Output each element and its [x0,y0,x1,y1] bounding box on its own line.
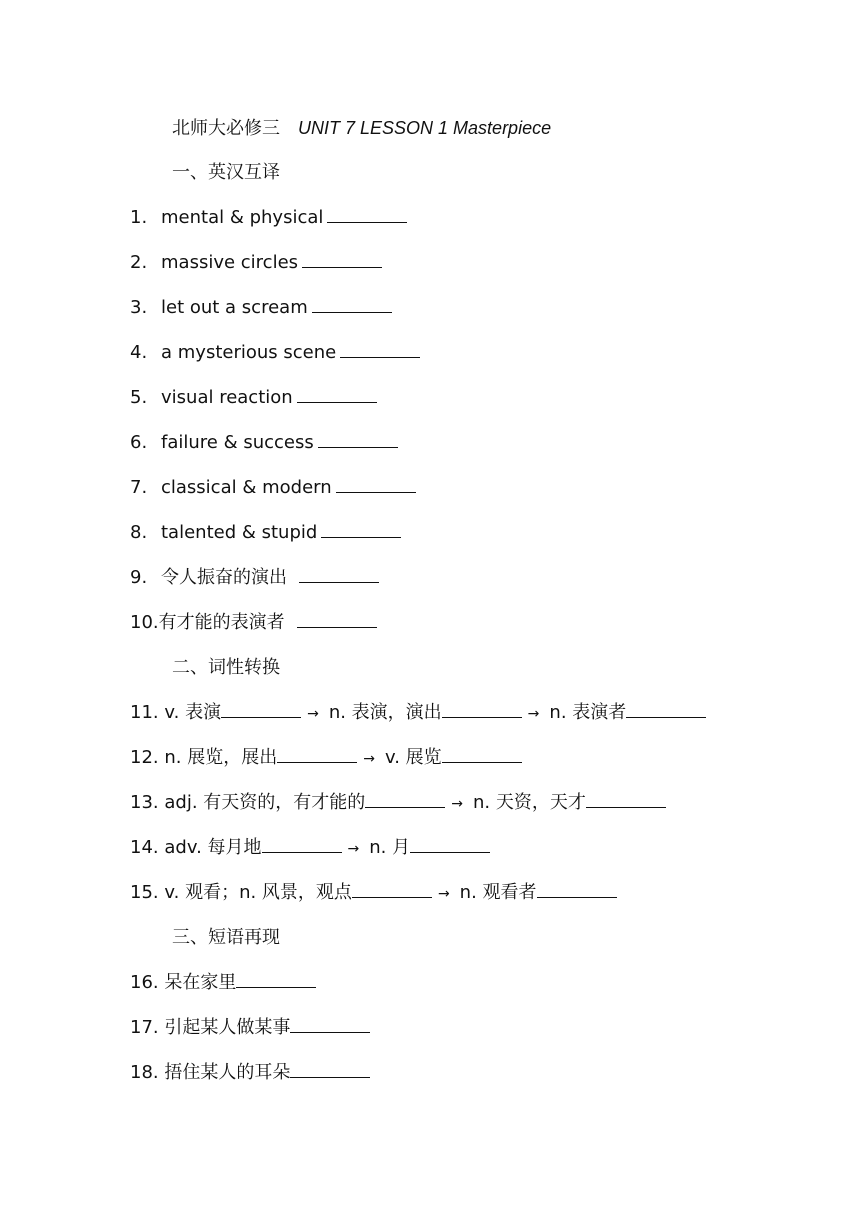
list-item [130,206,407,230]
arrow-icon: → [527,706,540,722]
arrow-icon: → [307,706,319,722]
list-item [130,971,316,995]
list-item [130,566,379,590]
item-text: a mysterious scene [161,342,337,363]
item-text: n. 天资，天才 [473,792,586,813]
item-text: n. 展览，展出 [164,747,278,768]
item-text: 有才能的表演者 [158,612,285,633]
item-number: 12. [130,747,159,768]
item-number: 15. [130,882,159,903]
item-text: visual reaction [161,387,293,408]
item-number: 3. [130,297,148,318]
item-number: 8. [130,522,148,543]
item-text: talented & stupid [161,522,318,543]
item-text: classical & modern [161,477,332,498]
arrow-icon: → [437,886,450,902]
answer-blank[interactable] [336,476,416,493]
answer-blank[interactable] [236,971,316,988]
item-number: 5. [130,387,148,408]
item-number: 1. [130,207,148,228]
item-number: 13. [130,792,159,813]
item-text: massive circles [161,252,299,273]
answer-blank[interactable] [352,881,432,898]
item-number: 14. [130,837,159,858]
title-chinese: 北师大必修三 [172,118,280,139]
list-item [130,701,706,726]
list-item [130,296,392,320]
answer-blank[interactable] [290,1061,370,1078]
list-item [130,836,490,861]
answer-blank[interactable] [297,611,377,628]
section-heading-phrases: 三、短语再现 [172,927,280,948]
item-text: 引起某人做某事 [164,1017,291,1038]
item-text: n. 表演，演出 [328,702,442,723]
item-number: 11. [130,702,159,723]
item-text: n. 观看者 [459,882,537,903]
item-number: 9. [130,567,148,588]
list-item [130,431,398,455]
item-text: mental & physical [161,207,324,228]
answer-blank[interactable] [626,701,706,718]
list-item [130,1016,370,1040]
list-item [130,476,416,500]
item-number: 4. [130,342,148,363]
item-text: n. 月 [369,837,411,858]
item-text: 呆在家里 [164,972,237,993]
list-item [130,1061,370,1085]
item-text: 令人振奋的演出 [161,567,287,588]
answer-blank[interactable] [537,881,617,898]
item-number: 6. [130,432,148,453]
item-text: adv. 每月地 [164,837,262,858]
answer-blank[interactable] [290,1016,370,1033]
arrow-icon: → [347,841,360,857]
answer-blank[interactable] [365,791,445,808]
answer-blank[interactable] [299,566,379,583]
item-number: 7. [130,477,148,498]
list-item [130,881,617,906]
answer-blank[interactable] [586,791,666,808]
item-text: let out a scream [161,297,308,318]
answer-blank[interactable] [262,836,342,853]
answer-blank[interactable] [340,341,420,358]
item-number: 2. [130,252,148,273]
answer-blank[interactable] [318,431,398,448]
arrow-icon: → [451,796,464,812]
item-text: failure & success [161,432,314,453]
list-item [130,791,666,816]
item-text: v. 表演 [164,702,222,723]
answer-blank[interactable] [410,836,490,853]
item-text: v. 观看；n. 风景，观点 [164,882,352,903]
answer-blank[interactable] [321,521,401,538]
item-number: 18. [130,1062,159,1083]
section-heading-word-forms: 二、词性转换 [172,657,280,678]
answer-blank[interactable] [221,701,301,718]
item-text: n. 表演者 [549,702,627,723]
title-english: UNIT 7 LESSON 1 Masterpiece [298,118,552,138]
answer-blank[interactable] [327,206,407,223]
page-title [172,116,551,141]
answer-blank[interactable] [277,746,357,763]
answer-blank[interactable] [442,746,522,763]
item-text: 捂住某人的耳朵 [164,1062,291,1083]
answer-blank[interactable] [442,701,522,718]
answer-blank[interactable] [297,386,377,403]
list-item [130,746,522,771]
list-item [130,341,420,365]
list-item [130,521,401,545]
list-item [130,386,377,410]
item-number: 10. [130,612,159,633]
item-text: adj. 有天资的，有才能的 [164,792,366,813]
section-heading-translation: 一、英汉互译 [172,162,280,183]
item-number: 17. [130,1017,159,1038]
list-item [130,611,377,635]
arrow-icon: → [363,751,375,767]
item-number: 16. [130,972,159,993]
answer-blank[interactable] [312,296,392,313]
list-item [130,251,382,275]
item-text: v. 展览 [384,747,442,768]
answer-blank[interactable] [302,251,382,268]
